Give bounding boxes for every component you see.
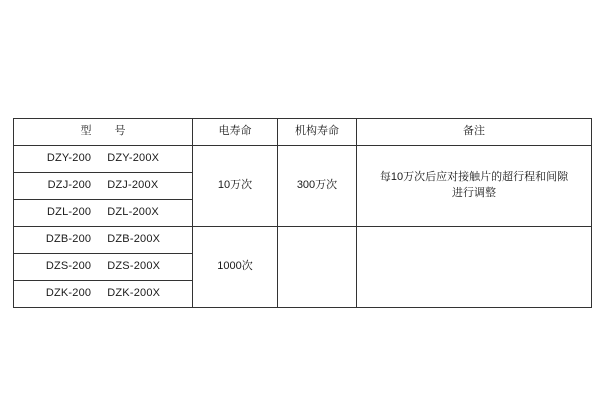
model-code-variant: DZY-200X: [107, 152, 160, 165]
column-header-mechanical-life: 机构寿命: [278, 119, 357, 146]
mechanical-life-group-1: 300万次: [278, 146, 357, 227]
table-row: [14, 146, 592, 173]
model-cell: [14, 281, 193, 308]
column-header-remark: 备注: [357, 119, 592, 146]
model-code-variant: DZB-200X: [107, 233, 161, 246]
table-body: [14, 146, 592, 308]
remark-group-2: [357, 227, 592, 308]
column-header-electrical-life: 电寿命: [193, 119, 278, 146]
model-code-variant: DZL-200X: [107, 206, 159, 219]
specification-table: [13, 118, 592, 308]
electrical-life-group-1: 10万次: [193, 146, 278, 227]
model-code-primary: DZJ-200: [47, 179, 92, 192]
model-code-primary: DZL-200: [47, 206, 92, 219]
model-cell: [14, 254, 193, 281]
model-cell: [14, 173, 193, 200]
model-cell: [14, 146, 193, 173]
remark-group-1: [357, 146, 592, 227]
model-code-variant: DZJ-200X: [107, 179, 159, 192]
remark-line-1: 每10万次后应对接触片的超行程和间隙: [379, 171, 569, 184]
model-code-primary: DZS-200: [45, 260, 92, 273]
table-header: [14, 119, 592, 146]
electrical-life-group-2: 1000次: [193, 227, 278, 308]
model-code-variant: DZK-200X: [107, 287, 161, 300]
table-header-row: [14, 119, 592, 146]
remark-line-2: 进行调整: [452, 187, 496, 199]
model-code-primary: DZK-200: [45, 287, 92, 300]
model-code-primary: DZY-200: [46, 152, 92, 165]
model-cell: [14, 227, 193, 254]
column-header-model: 型 号: [14, 119, 193, 146]
table-row: [14, 227, 592, 254]
mechanical-life-group-2: [278, 227, 357, 308]
model-code-primary: DZB-200: [45, 233, 92, 246]
model-cell: [14, 200, 193, 227]
model-code-variant: DZS-200X: [107, 260, 161, 273]
